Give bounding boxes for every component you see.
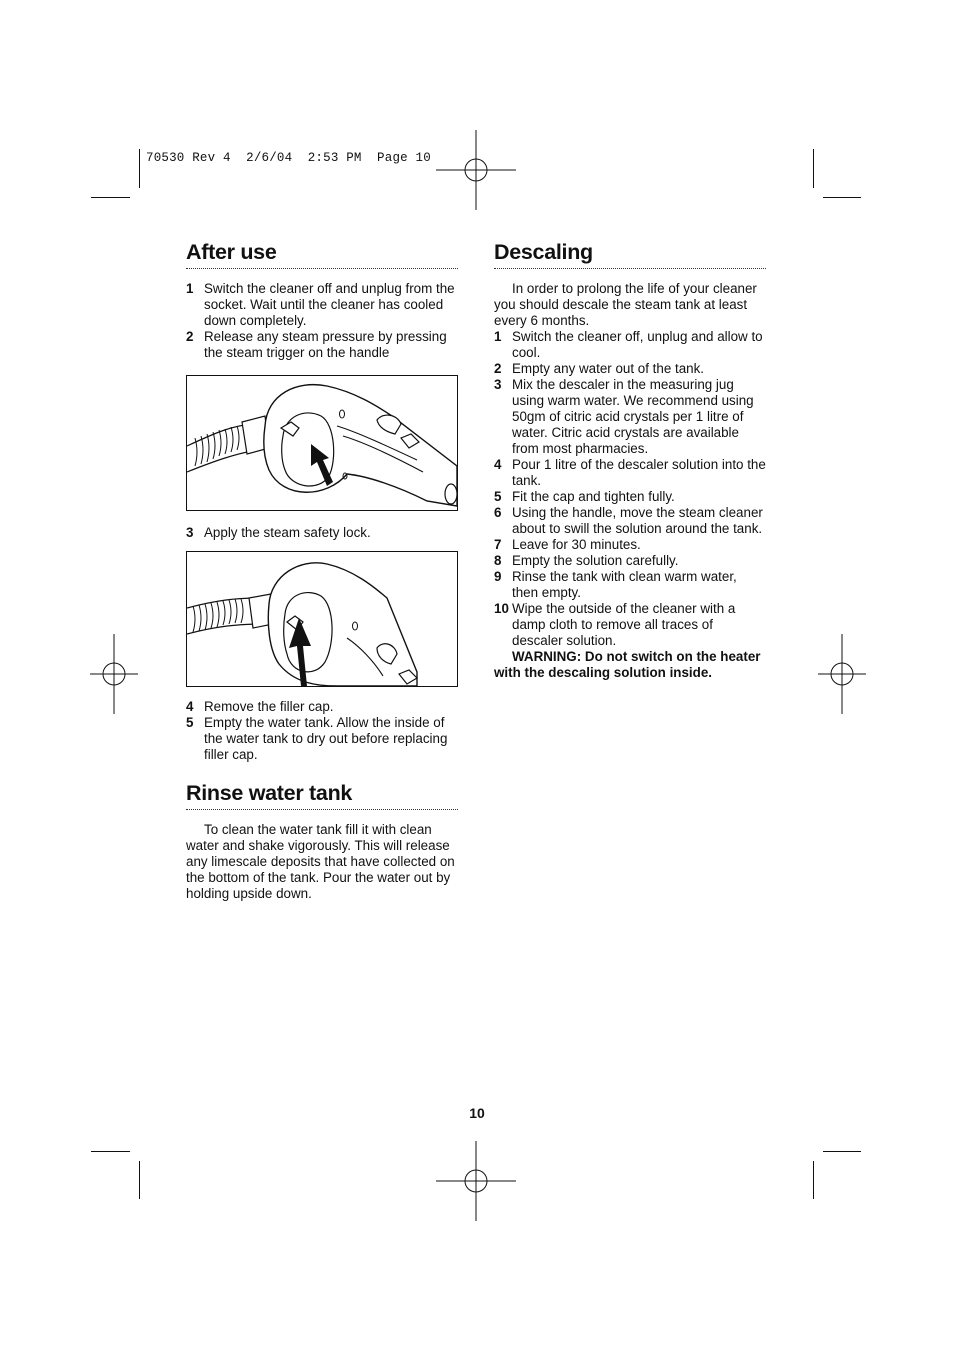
step-item bbox=[494, 505, 766, 537]
crop-mark-top-right-horizontal bbox=[823, 197, 861, 198]
steam-trigger-illustration bbox=[187, 376, 457, 510]
crop-mark-bottom-left-horizontal bbox=[91, 1151, 130, 1152]
step-text: Empty the solution carefully. bbox=[512, 553, 679, 568]
print-slug-line: 70530 Rev 4 2/6/04 2:53 PM Page 10 bbox=[146, 151, 431, 165]
step-text: Empty the water tank. Allow the inside of the water tank to dry out before replacing filler cap. bbox=[204, 715, 448, 762]
step-number: 3 bbox=[494, 377, 502, 392]
registration-mark-left bbox=[74, 634, 154, 714]
step-text: Mix the descaler in the measuring jug using warm water. We recommend using 50gm of citric acid crystals per 1 litre of water. Citric acid crystals are available from most pharmacies. bbox=[512, 377, 754, 456]
step-item bbox=[494, 361, 766, 377]
registration-mark-right bbox=[802, 634, 882, 714]
safety-lock-illustration bbox=[187, 552, 457, 686]
step-number: 3 bbox=[186, 525, 194, 540]
after-use-step-3 bbox=[186, 525, 458, 541]
step-text: Leave for 30 minutes. bbox=[512, 537, 641, 552]
step-item bbox=[494, 457, 766, 489]
step-item bbox=[186, 281, 458, 329]
registration-mark-top bbox=[436, 130, 516, 210]
crop-mark-top-left-vertical bbox=[139, 149, 140, 188]
descaling-intro: In order to prolong the life of your cleaner you should descale the steam tank at least every 6 months. bbox=[494, 281, 757, 328]
step-number: 2 bbox=[186, 329, 194, 344]
crop-mark-top-right-vertical bbox=[813, 149, 814, 188]
descaling-steps bbox=[494, 329, 766, 649]
crop-mark-bottom-right-vertical bbox=[813, 1161, 814, 1199]
step-item bbox=[494, 553, 766, 569]
right-column bbox=[494, 238, 766, 681]
step-item bbox=[494, 489, 766, 505]
page-number: 10 bbox=[469, 1105, 485, 1121]
step-text: Rinse the tank with clean warm water, then empty. bbox=[512, 569, 737, 600]
rinse-water-tank-text: To clean the water tank fill it with clean water and shake vigorously. This will release any limescale deposits that have collected on the bottom of the tank. Pour the water out by holding upside down. bbox=[186, 822, 455, 901]
step-number: 4 bbox=[494, 457, 502, 472]
step-text: Fit the cap and tighten fully. bbox=[512, 489, 675, 504]
figure-safety-lock bbox=[186, 551, 458, 687]
step-item bbox=[186, 525, 458, 541]
step-number: 8 bbox=[494, 553, 502, 568]
descaling-warning: WARNING: Do not switch on the heater with the descaling solution inside. bbox=[494, 649, 761, 680]
figure-steam-trigger bbox=[186, 375, 458, 511]
step-number: 2 bbox=[494, 361, 502, 376]
step-text: Switch the cleaner off, unplug and allow to cool. bbox=[512, 329, 763, 360]
step-text: Release any steam pressure by pressing the steam trigger on the handle bbox=[204, 329, 447, 360]
step-item bbox=[186, 699, 458, 715]
step-item bbox=[186, 715, 458, 763]
step-item bbox=[494, 537, 766, 553]
step-item bbox=[494, 377, 766, 457]
step-item bbox=[494, 601, 766, 649]
crop-mark-top-left-horizontal bbox=[91, 197, 130, 198]
step-number: 6 bbox=[494, 505, 502, 520]
left-column bbox=[186, 238, 458, 902]
after-use-steps-1-2 bbox=[186, 281, 458, 361]
step-item bbox=[186, 329, 458, 361]
step-number: 1 bbox=[494, 329, 502, 344]
step-number: 7 bbox=[494, 537, 502, 552]
step-number: 5 bbox=[186, 715, 194, 730]
registration-mark-bottom bbox=[436, 1141, 516, 1221]
step-text: Using the handle, move the steam cleaner about to swill the solution around the tank. bbox=[512, 505, 763, 536]
step-item bbox=[494, 329, 766, 361]
step-text: Pour 1 litre of the descaler solution into the tank. bbox=[512, 457, 766, 488]
step-number: 10 bbox=[494, 601, 509, 616]
step-item bbox=[494, 569, 766, 601]
crop-mark-bottom-left-vertical bbox=[139, 1161, 140, 1199]
step-number: 1 bbox=[186, 281, 194, 296]
step-text: Apply the steam safety lock. bbox=[204, 525, 371, 540]
step-number: 5 bbox=[494, 489, 502, 504]
descaling-heading: Descaling bbox=[494, 238, 766, 269]
after-use-steps-4-5 bbox=[186, 699, 458, 763]
crop-mark-bottom-right-horizontal bbox=[823, 1151, 861, 1152]
step-text: Remove the filler cap. bbox=[204, 699, 334, 714]
step-number: 9 bbox=[494, 569, 502, 584]
step-text: Wipe the outside of the cleaner with a damp cloth to remove all traces of descaler solution. bbox=[512, 601, 736, 648]
step-text: Switch the cleaner off and unplug from the socket. Wait until the cleaner has cooled down completely. bbox=[204, 281, 455, 328]
step-text: Empty any water out of the tank. bbox=[512, 361, 705, 376]
rinse-water-tank-heading: Rinse water tank bbox=[186, 779, 458, 810]
after-use-heading: After use bbox=[186, 238, 458, 269]
step-number: 4 bbox=[186, 699, 194, 714]
